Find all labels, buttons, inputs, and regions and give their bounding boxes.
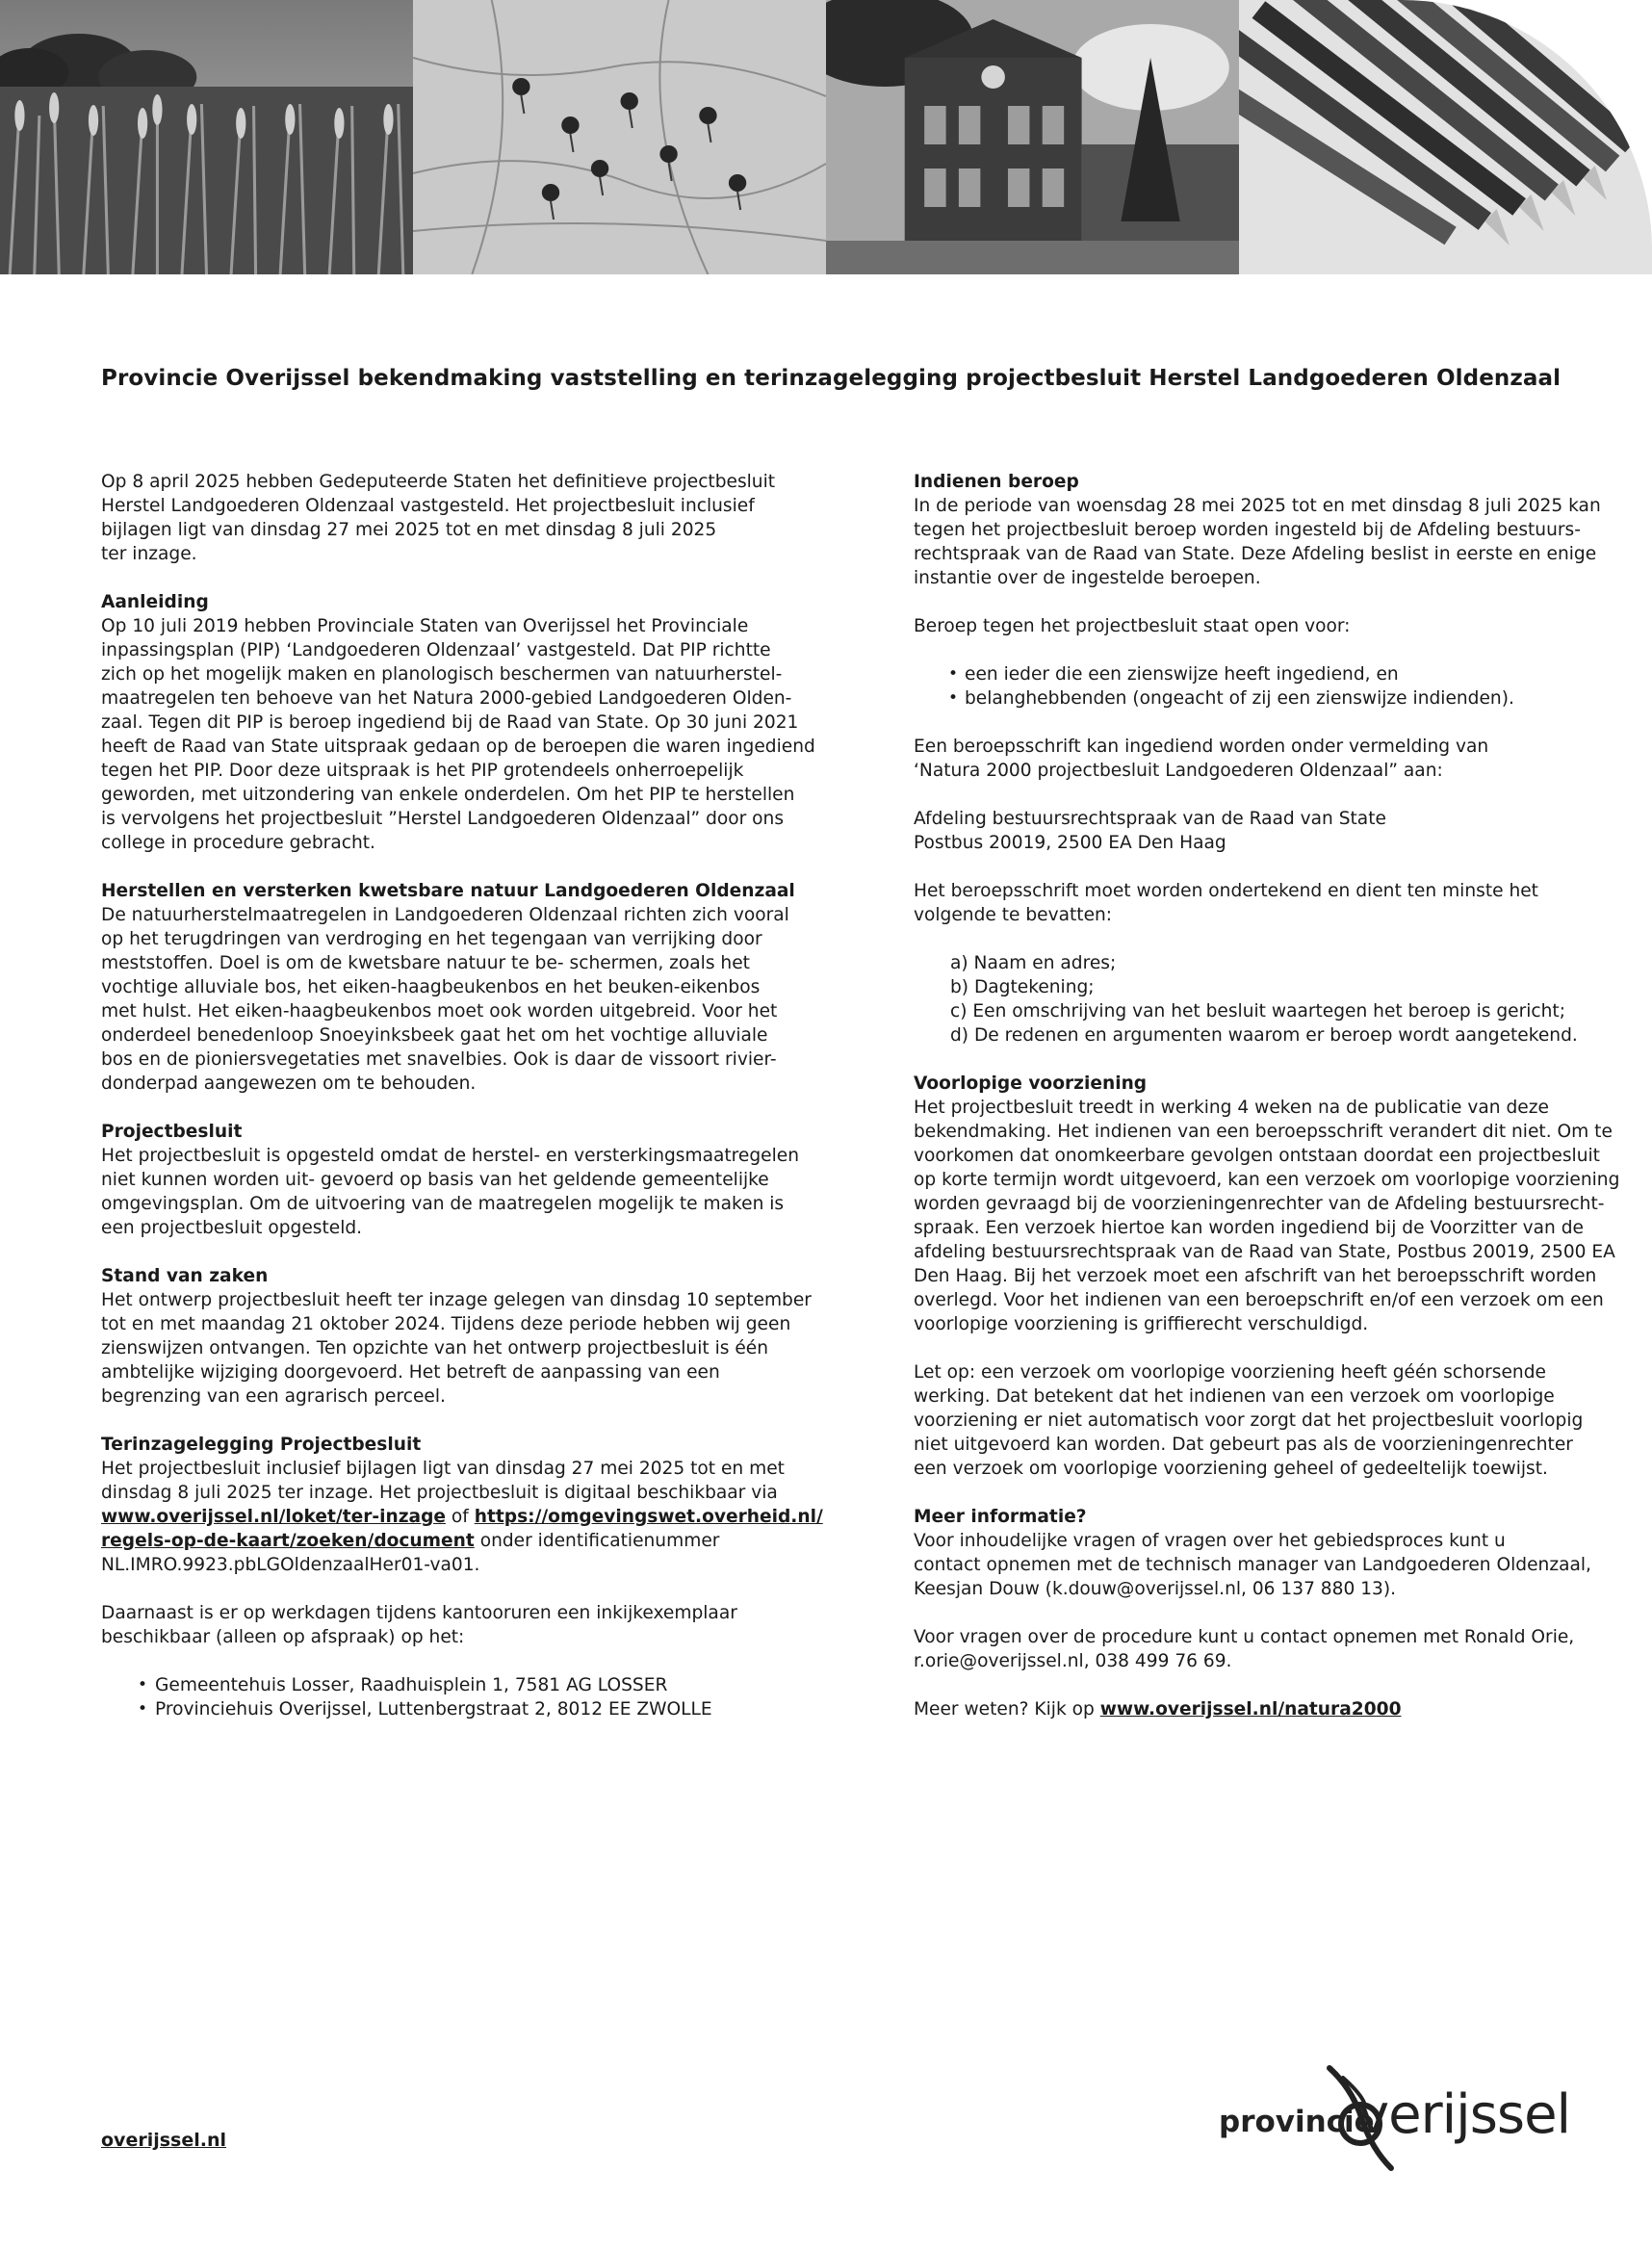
logo-provincie-text: provincie [1219,2105,1375,2139]
meer-informatie-paragraph: Voor inhoudelijke vragen of vragen over het gebiedsproces kunt u contact opnemen met de technisch manager van Landgoederen Oldenzaal, Keesjan Douw (k.douw@overijssel.nl, 06 137 880 13). [914,1531,1591,1599]
website-link[interactable]: overijssel.nl [101,2130,226,2151]
omgevingswet-link-part2[interactable]: regels-op-de-kaart/zoeken/document [101,1531,475,1551]
stand-van-zaken-heading: Stand van zaken [101,1266,269,1286]
list-item: • Provinciehuis Overijssel, Luttenbergstraat 2, 8012 EE ZWOLLE [101,1697,833,1721]
meer-weten-text: Meer weten? Kijk op [914,1699,1100,1720]
right-column [914,470,1631,1746]
beroepschrift-paragraph: Een beroepsschrift kan ingediend worden onder vermelding van ‘Natura 2000 projectbesluit Landgoederen Oldenzaal” aan: [914,737,1489,781]
open-voor-text: Beroep tegen het projectbesluit staat open voor: [914,616,1351,636]
ondertekend-paragraph: Het beroepsschrift moet worden ondertekend en dient ten minste het volgende te bevatten: [914,881,1538,925]
or-text: of [446,1507,475,1527]
eligibility-list [914,662,1631,711]
terinzagelegging-heading: Terinzagelegging Projectbesluit [101,1435,422,1455]
wheat-field-photo [0,0,413,274]
requirements-list [914,951,1631,1047]
terinzagelegging-paragraph [101,1457,833,1577]
indienen-beroep-heading: Indienen beroep [914,472,1079,492]
list-item: • een ieder die een zienswijze heeft ingediend, en [914,662,1631,686]
herstellen-heading: Herstellen en versterken kwetsbare natuur Landgoederen Oldenzaal [101,881,795,901]
intro-paragraph: Op 8 april 2025 hebben Gedeputeerde Staten het definitieve projectbesluit Herstel Landgoederen Oldenzaal vastgesteld. Het projectbesluit inclusief bijlagen ligt van dinsdag 27 mei 2025 tot en met dinsdag 8 juli 2025 ter inzage. [101,472,776,564]
projectbesluit-heading: Projectbesluit [101,1122,243,1142]
terinzage-text: Het projectbesluit inclusief bijlagen ligt van dinsdag 27 mei 2025 tot en met dinsdag 8 juli 2025 ter inzage. Het projectbesluit is digitaal beschikbaar via [101,1459,785,1503]
station-building-photo [826,0,1239,274]
map-with-pins-photo [413,0,826,274]
photo-banner [0,0,1652,274]
identification-number: NL.IMRO.9923.pbLGOldenzaalHer01-va01. [101,1555,480,1575]
list-item: b) Dagtekening; [950,977,1095,997]
list-item: • belanghebbenden (ongeacht of zij een zienswijze indienden). [914,686,1631,711]
aanleiding-heading: Aanleiding [101,592,209,612]
ter-inzage-link[interactable]: www.overijssel.nl/loket/ter-inzage [101,1507,447,1527]
let-op-paragraph: Let op: een verzoek om voorlopige voorziening heeft géén schorsende werking. Dat betekent dat het indienen van een verzoek om voorlopige voorziening er niet automatisch voor zorgt dat het projectbesluit voorlopig niet uitgevoerd kan worden. Dat gebeurt pas als de voorzieningenrechter een verzoek om voorlopige voorziening geheel of gedeeltelijk toewijst. [914,1362,1584,1479]
list-item: • Gemeentehuis Losser, Raadhuisplein 1, 7581 AG LOSSER [101,1673,833,1697]
left-column [101,470,833,1746]
list-item: d) De redenen en argumenten waarom er beroep wordt aangetekend. [950,1025,1578,1046]
omgevingswet-link-part1[interactable]: https://omgevingswet.overheid.nl/ [474,1507,823,1527]
identification-label: onder identificatienummer [474,1531,720,1551]
voorlopige-voorziening-heading: Voorlopige voorziening [914,1073,1148,1094]
stand-van-zaken-paragraph: Het ontwerp projectbesluit heeft ter inzage gelegen van dinsdag 10 september tot en met maandag 21 oktober 2024. Tijdens deze periode hebben wij geen zienswijzen ontvangen. Ten opzichte van het ontwerp projectbesluit is één ambtelijke wijziging doorgevoerd. Het betreft de aanpassing van een begrenzing van een agrarisch perceel. [101,1290,812,1407]
voorlopige-voorziening-paragraph: Het projectbesluit treedt in werking 4 weken na de publicatie van deze bekendmaking. Het indienen van een beroepsschrift verandert dit niet. Om te voorkomen dat onomkeerbare gevolgen ontstaan doordat een projectbesluit op korte termijn wordt uitgevoerd, kan een verzoek om voorlopige voorziening worden gevraagd bij de voorzieningenrechter van de Afdeling bestuursrecht- spraak. Een verzoek hiertoe kan worden ingediend bij de Voorzitter van de afdeling bestuursrechtspraak van de Raad van State, Postbus 20019, 2500 EA Den Haag. Bij het verzoek moet een afschrift van het beroepsschrift worden overlegd. Voor het indienen van een beroepschrift en/of een verzoek om een voorlopige voorziening is griffierecht verschuldigd. [914,1098,1620,1334]
indienen-beroep-paragraph: In de periode van woensdag 28 mei 2025 tot en met dinsdag 8 juli 2025 kan tegen het projectbesluit beroep worden ingesteld bij de Afdeling bestuurs- rechtspraak van de Raad van State. Deze Afdeling beslist in eerste en enige instantie over de ingestelde beroepen. [914,496,1601,588]
location-list [101,1673,833,1721]
meer-weten-line [914,1697,1631,1721]
projectbesluit-paragraph: Het projectbesluit is opgesteld omdat de herstel- en versterkingsmaatregelen niet kunnen worden uit- gevoerd op basis van het geldende gemeentelijke omgevingsplan. Om de uitvoering van de maatregelen mogelijk te maken is een projectbesluit opgesteld. [101,1146,799,1238]
natura2000-link[interactable]: www.overijssel.nl/natura2000 [1099,1699,1402,1720]
meer-informatie-heading: Meer informatie? [914,1507,1087,1527]
aanleiding-paragraph: Op 10 juli 2019 hebben Provinciale Staten van Overijssel het Provinciale inpassingsplan (PIP) ‘Landgoederen Oldenzaal’ vastgesteld. Dat PIP richtte zich op het mogelijk maken en planologisch beschermen van natuurherstel- maatregelen ten behoeve van het Natura 2000-gebied Landgoederen Olden- zaal. Tegen dit PIP is beroep ingediend bij de Raad van State. Op 30 juni 2021 heeft de Raad van State uitspraak gedaan op de beroepen die waren ingediend tegen het PIP. Door deze uitspraak is het PIP grotendeels onherroepelijk geworden, met uitzondering van enkele onderdelen. Om het PIP te herstellen is vervolgens het projectbesluit ”Herstel Landgoederen Oldenzaal” door ons college in procedure gebracht. [101,616,815,853]
procedure-contact-paragraph: Voor vragen over de procedure kunt u contact opnemen met Ronald Orie, r.orie@overijssel.nl, 038 499 76 69. [914,1627,1575,1671]
list-item: a) Naam en adres; [950,953,1117,973]
logo-overijssel-text: verijssel [1357,2083,1571,2146]
page-title: Provincie Overijssel bekendmaking vaststelling en terinzagelegging projectbesluit Herstel Landgoederen Oldenzaal [101,366,1562,391]
postal-address: Afdeling bestuursrechtspraak van de Raad van State Postbus 20019, 2500 EA Den Haag [914,809,1386,853]
provincie-overijssel-logo [1208,2060,1632,2176]
daarnaast-paragraph: Daarnaast is er op werkdagen tijdens kantooruren een inkijkexemplaar beschikbaar (alleen op afspraak) op het: [101,1603,737,1647]
list-item: c) Een omschrijving van het besluit waartegen het beroep is gericht; [950,1001,1565,1022]
colored-pencils-photo [1239,0,1652,274]
herstellen-paragraph: De natuurherstelmaatregelen in Landgoederen Oldenzaal richten zich vooral op het terugdringen van verdroging en het tegengaan van verrijking door meststoffen. Doel is om de kwetsbare natuur te be- schermen, zoals het vochtige alluviale bos, het eiken-haagbeukenbos en het beuken-eikenbos met hulst. Het eiken-haagbeukenbos moet ook worden uitgebreid. Voor het onderdeel benedenloop Snoeyinksbeek gaat het om het vochtige alluviale bos en de pioniersvegetaties met snavelbies. Ook is daar de vissoort rivier- donderpad aangewezen om te behouden. [101,905,789,1094]
